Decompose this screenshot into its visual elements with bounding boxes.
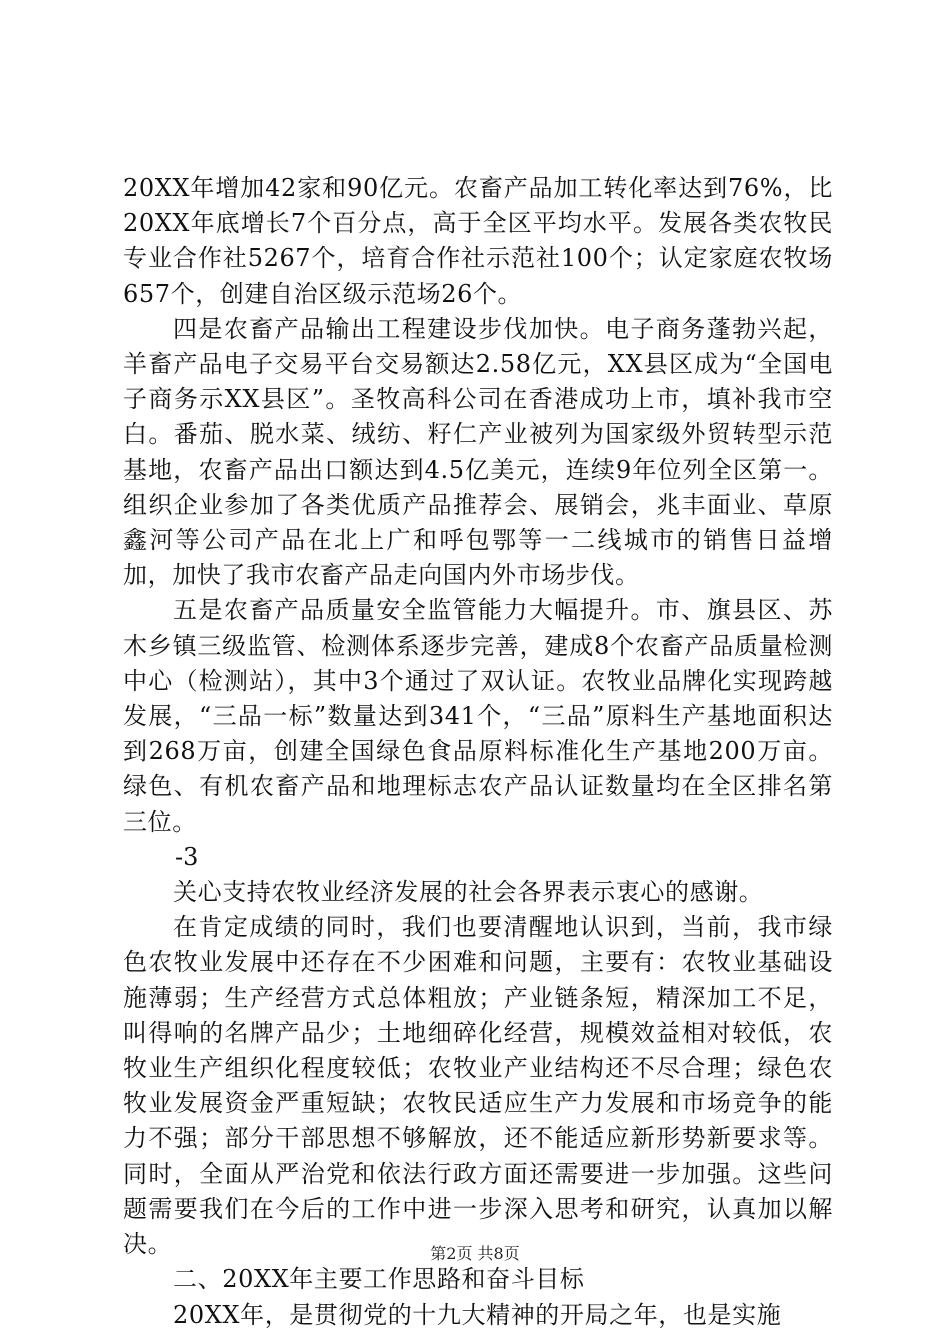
paragraph-opening-year: 20XX年，是贯彻党的十九大精神的开局之年，也是实施 xyxy=(173,1300,782,1329)
paragraph-export-project: 四是农畜产品输出工程建设步伐加快。电子商务蓬勃兴起，羊畜产品电子交易平台交易额达2.58亿元，XX县区成为“全国电子商务示XX县区”。圣牧高科公司在香港成功上市，填补我市空白。番茄、脱水菜、绒纺、籽仁产业被列为国家级外贸转型示范基地，农畜产品出口额达到4.5亿美元，连续9年位列全区第一。组织企业参加了各类优质产品推荐会、展销会，兆丰面业、草原鑫河等公司产品在北上广和呼包鄂等一二线城市的销售日益增加，加快了我市农畜产品走向国内外市场步伐。 xyxy=(123,314,833,590)
paragraph-problems: 在肯定成绩的同时，我们也要清醒地认识到，当前，我市绿色农牧业发展中还存在不少困难和问题，主要有：农牧业基础设施薄弱；生产经营方式总体粗放；产业链条短，精深加工不足，叫得响的名牌产品少；土地细碎化经营，规模效益相对较低，农牧业生产组织化程度较低；农牧业产业结构还不尽合理；绿色农牧业发展资金严重短缺；农牧民适应生产力发展和市场竞争的能力不强；部分干部思想不够解放，还不能适应新形势新要求等。同时，全面从严治党和依法行政方面还需要进一步加强。这些问题需要我们在今后的工作中进一步深入思考和研究，认真加以解决。 xyxy=(123,913,833,1259)
paragraph-cooperatives: 20XX年增加42家和90亿元。农畜产品加工转化率达到76%，比20XX年底增长7个百分点，高于全区平均水平。发展各类农牧民专业合作社5267个，培育合作社示范社100个；认定家庭农牧场657个，创建自治区级示范场26个。 xyxy=(123,174,833,308)
paragraph-quality-supervision: 五是农畜产品质量安全监管能力大幅提升。市、旗县区、苏木乡镇三级监管、检测体系逐步完善，建成8个农畜产品质量检测中心（检测站），其中3个通过了双认证。农牧业品牌化实现跨越发展，“三品一标”数量达到341个，“三品”原料生产基地面积达到268万亩，创建全国绿色食品原料标准化生产基地200万亩。绿色、有机农畜产品和地理标志农产品认证数量均在全区排名第三位。 xyxy=(123,596,833,836)
page-footer: 第2页 共8页 xyxy=(430,1244,520,1263)
section-heading-goals: 二、20XX年主要工作思路和奋斗目标 xyxy=(173,1265,585,1294)
page-marker: -3 xyxy=(175,842,199,871)
paragraph-thanks: 关心支持农牧业经济发展的社会各界表示衷心的感谢。 xyxy=(173,878,764,907)
document-body xyxy=(123,171,833,1333)
